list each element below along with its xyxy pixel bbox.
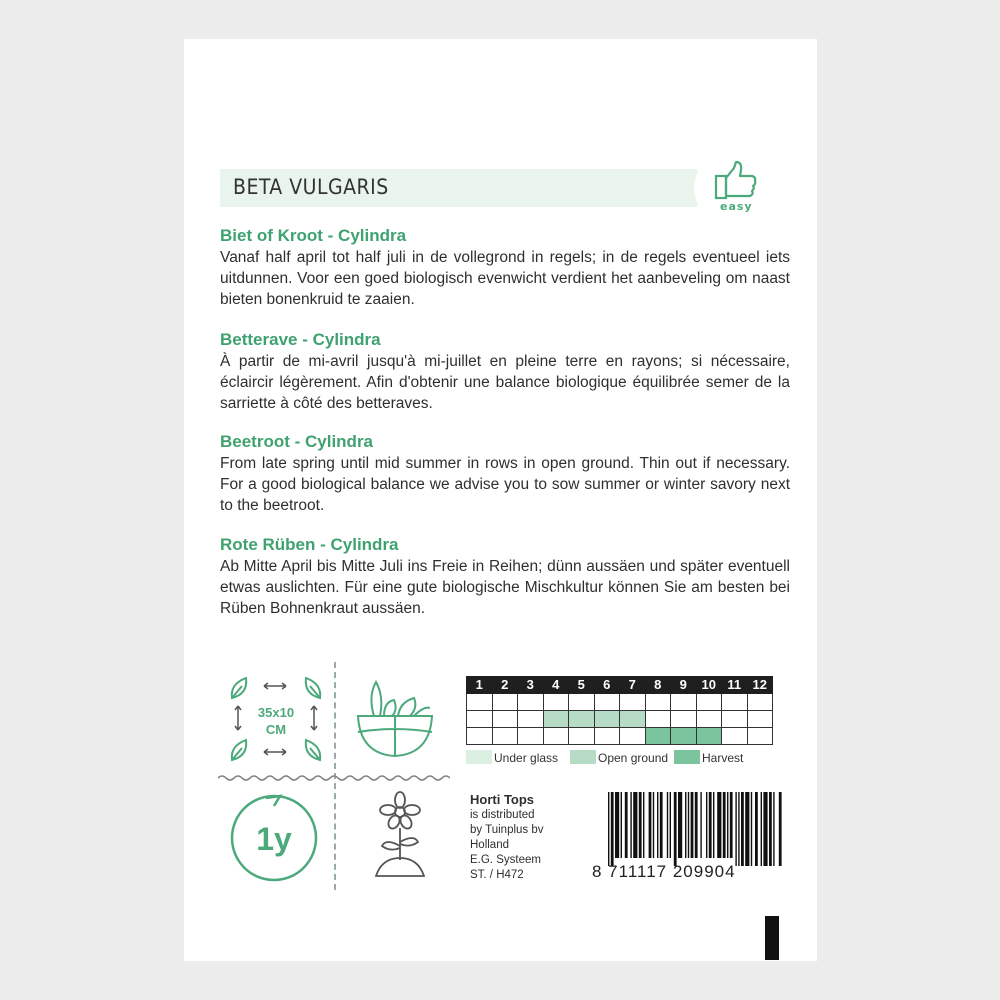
section-title: Rote Rüben - Cylindra: [220, 535, 399, 554]
barcode-bar: [779, 792, 782, 866]
month-8: 8: [645, 677, 671, 694]
distributor-line: ST. / H472: [470, 869, 524, 881]
open-ground-cell: [696, 711, 722, 728]
barcode-bar: [657, 792, 658, 858]
calendar-month-row: [467, 677, 773, 694]
flowering-plant-icon: [360, 790, 440, 880]
barcode-bar: [700, 792, 701, 858]
barcode-bar: [723, 792, 726, 858]
month-6: 6: [594, 677, 620, 694]
barcode-number: 8 711117 209904: [592, 862, 736, 881]
harvest-swatch: [674, 750, 700, 764]
sowing-calendar: [466, 676, 773, 745]
month-11: 11: [722, 677, 748, 694]
under-glass-cell: [543, 694, 569, 711]
month-4: 4: [543, 677, 569, 694]
distributor-line: is distributed: [470, 809, 535, 821]
under-glass-cell: [696, 694, 722, 711]
barcode-bar: [678, 792, 682, 858]
month-12: 12: [747, 677, 773, 694]
barcode-bar: [653, 792, 654, 858]
harvest-cell: [645, 728, 671, 745]
print-mark: [765, 916, 779, 960]
section-de: [220, 534, 790, 619]
lifecycle-value: 1y: [256, 821, 292, 857]
under-glass-cell: [492, 694, 518, 711]
barcode-bar: [709, 792, 712, 858]
barcode-bar: [717, 792, 721, 858]
open-ground-cell: [518, 711, 544, 728]
lifecycle-icon: [226, 790, 322, 886]
open-ground-cell: [543, 711, 569, 728]
month-5: 5: [569, 677, 595, 694]
barcode-bar: [727, 792, 728, 858]
spacing-unit: CM: [265, 722, 287, 737]
barcode-bar: [685, 792, 686, 858]
open-ground-cell: [747, 711, 773, 728]
calendar-row-open-ground: [467, 711, 773, 728]
botanical-name: BETA VULGARIS: [233, 175, 389, 199]
month-3: 3: [518, 677, 544, 694]
distributor-line: E.G. Systeem: [470, 854, 541, 866]
legend-under-glass: Under glass: [494, 751, 559, 765]
open-ground-cell: [467, 711, 493, 728]
brand-name: Horti Tops: [470, 792, 535, 807]
barcode-bar: [649, 792, 652, 858]
barcode-bar: [621, 792, 622, 858]
barcode-bar: [745, 792, 749, 866]
barcode-bar: [630, 792, 631, 858]
barcode-bar: [773, 792, 774, 866]
under-glass-cell: [594, 694, 620, 711]
under-glass-cell: [747, 694, 773, 711]
barcode-bar: [741, 792, 744, 866]
under-glass-cell: [645, 694, 671, 711]
barcode-bar: [633, 792, 637, 858]
section-title: Biet of Kroot - Cylindra: [220, 226, 407, 245]
open-ground-cell: [492, 711, 518, 728]
icon-divider-horizontal: [218, 774, 450, 782]
open-ground-cell: [569, 711, 595, 728]
barcode-bar: [755, 792, 758, 866]
open-ground-cell: [594, 711, 620, 728]
section-fr: [220, 329, 790, 414]
harvest-cell: [722, 728, 748, 745]
spacing-value: 35x10: [257, 705, 295, 720]
harvest-cell: [569, 728, 595, 745]
barcode-bar: [761, 792, 762, 866]
barcode-bar: [735, 792, 736, 866]
open-ground-cell: [722, 711, 748, 728]
month-2: 2: [492, 677, 518, 694]
barcode-bar: [670, 792, 671, 858]
section-title: Beetroot - Cylindra: [220, 432, 374, 451]
distributor-line: Holland: [470, 839, 509, 851]
spacing-icon: [224, 672, 328, 768]
under-glass-cell: [671, 694, 697, 711]
section-title: Betterave - Cylindra: [220, 330, 381, 349]
barcode-bar: [706, 792, 707, 858]
barcode-bar: [763, 792, 767, 866]
under-glass-cell: [620, 694, 646, 711]
month-10: 10: [696, 677, 722, 694]
harvest-cell: [543, 728, 569, 745]
distributor-line: by Tuinplus bv: [470, 824, 544, 836]
barcode-bar: [611, 792, 614, 866]
legend-open-ground: Open ground: [598, 751, 669, 765]
harvest-cell: [747, 728, 773, 745]
under-glass-cell: [518, 694, 544, 711]
open-ground-cell: [671, 711, 697, 728]
open-ground-cell: [645, 711, 671, 728]
distributor-info: [470, 792, 544, 883]
calendar-row-under-glass: [467, 694, 773, 711]
month-1: 1: [467, 677, 493, 694]
harvest-cell: [620, 728, 646, 745]
barcode-bar: [730, 792, 733, 858]
under-glass-cell: [467, 694, 493, 711]
barcode-bar: [639, 792, 642, 858]
harvest-cell: [671, 728, 697, 745]
barcode-bar: [713, 792, 714, 858]
harvest-bowl-icon: [354, 672, 436, 764]
calendar-legend: [466, 750, 786, 766]
barcode-bar: [643, 792, 644, 858]
month-7: 7: [620, 677, 646, 694]
barcode-bar: [751, 792, 752, 866]
harvest-cell: [492, 728, 518, 745]
under-glass-cell: [569, 694, 595, 711]
section-text: From late spring until mid summer in rows in open ground. Thin out if necessary. For a good biological balance we advise you to sow summer or winter savory next to the beetroot.: [220, 455, 790, 514]
barcode-bar: [691, 792, 694, 858]
section-text: À partir de mi-avril jusqu'à mi-juillet en pleine terre en rayons; si nécessaire, éclaircir légèrement. Afin d'obtenir une balance biologique équilibrée semer de la sarriette à côté des betteraves.: [220, 353, 790, 412]
barcode-bar: [674, 792, 677, 866]
under-glass-swatch: [466, 750, 492, 764]
barcode-bar: [667, 792, 668, 858]
open-ground-cell: [620, 711, 646, 728]
harvest-cell: [518, 728, 544, 745]
section-nl: [220, 225, 790, 310]
barcode-bar: [738, 792, 739, 866]
harvest-cell: [696, 728, 722, 745]
legend-harvest: Harvest: [702, 751, 744, 765]
harvest-cell: [467, 728, 493, 745]
barcode-bar: [769, 792, 772, 866]
barcode-bar: [688, 792, 689, 858]
barcode-bar: [608, 792, 609, 866]
section-text: Ab Mitte April bis Mitte Juli ins Freie in Reihen; dünn aussäen und später eventuell etwas auslichten. Für eine gute biologische Mischkultur können Sie am besten bei Rüben Bohnenkraut aussäen.: [220, 558, 790, 617]
barcode-bar: [615, 792, 619, 858]
barcode-bar: [695, 792, 698, 858]
barcode-bar: [625, 792, 628, 858]
under-glass-cell: [722, 694, 748, 711]
barcode: [608, 792, 782, 866]
calendar-row-harvest: [467, 728, 773, 745]
month-9: 9: [671, 677, 697, 694]
section-en: [220, 431, 790, 516]
barcode-bar: [660, 792, 663, 858]
harvest-cell: [594, 728, 620, 745]
section-text: Vanaf half april tot half juli in de vollegrond in regels; in de regels eventueel iets uitdunnen. Voor een goed biologisch evenwicht verdient het aanbeveling om naast bieten bonenkruid te zaaien.: [220, 249, 790, 308]
open-ground-swatch: [570, 750, 596, 764]
difficulty-label: easy: [720, 200, 753, 213]
